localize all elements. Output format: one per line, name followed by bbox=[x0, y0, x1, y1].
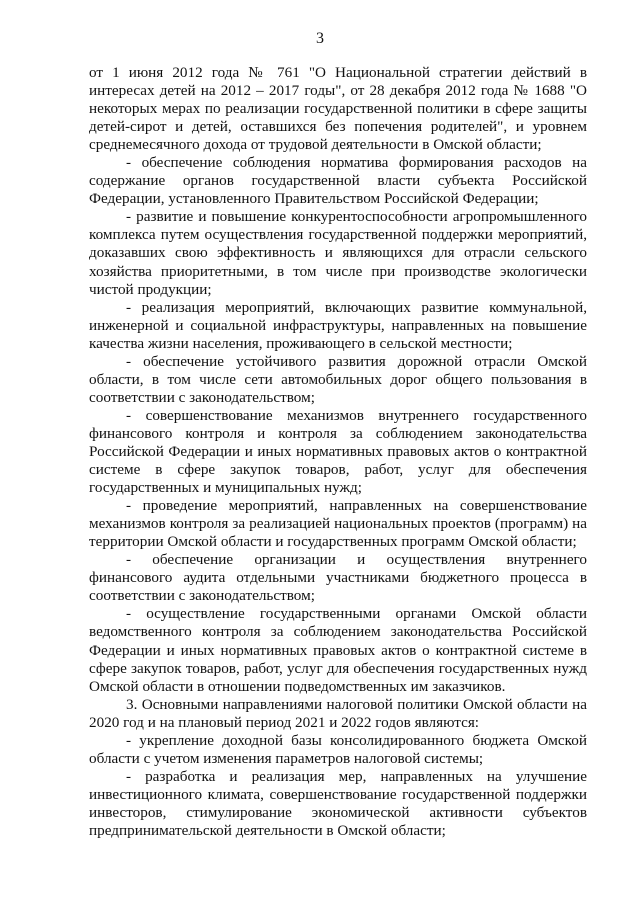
list-item-national-projects-control: - проведение мероприятий, направленных на совершенствование механизмов контроля за реализацией национальных проектов (программ) на территории Омской области и государственных программ Омской области; bbox=[89, 497, 587, 551]
list-item-admin-expense-norm: - обеспечение соблюдения норматива формирования расходов на содержание органов государственной власти субъекта Российской Федерации, установленного Правительством Российской Федерации; bbox=[89, 154, 587, 208]
list-item-revenue-base: - укрепление доходной базы консолидированного бюджета Омской области с учетом изменения параметров налоговой системы; bbox=[89, 731, 587, 767]
list-item-financial-control: - совершенствование механизмов внутреннего государственного финансового контроля и контроля за соблюдением законодательства Российской Федерации и иных нормативных правовых актов о контрактной системе в сфере закупок товаров, работ, услуг для обеспечения государственных и муниципальных нужд; bbox=[89, 406, 587, 497]
list-item-internal-audit: - обеспечение организации и осуществления внутреннего финансового аудита отдельными участниками бюджетного процесса в соответствии с законодательством; bbox=[89, 551, 587, 605]
list-item-rural-infrastructure: - реализация мероприятий, включающих развитие коммунальной, инженерной и социальной инфраструктуры, направленных на повышение качества жизни населения, проживающего в сельской местности; bbox=[89, 298, 587, 352]
list-item-agro-complex: - развитие и повышение конкурентоспособности агропромышленного комплекса путем осуществления государственной поддержки мероприятий, доказавших свою эффективность и являющихся для отрасли сельского хозяйства приоритетными, в том числе при производстве экологически чистой продукции; bbox=[89, 208, 587, 298]
paragraph-continuation: от 1 июня 2012 года № 761 "О Национальной стратегии действий в интересах детей на 2012 – 2017 годы", от 28 декабря 2012 года № 1688 "О некоторых мерах по реализации государственной политики в сфере защиты детей-сирот и детей, оставшихся без попечения родителей", и уровнем среднемесячного дохода от трудовой деятельности в Омской области; bbox=[89, 64, 587, 154]
list-item-road-sector: - обеспечение устойчивого развития дорожной отрасли Омской области, в том числе сети автомобильных дорог общего пользования в соответствии с законодательством; bbox=[89, 352, 587, 406]
list-item-investment-climate: - разработка и реализация мер, направленных на улучшение инвестиционного климата, совершенствование государственной поддержки инвесторов, стимулирование экономической активности субъектов предпринимательской деятельности в Омской области; bbox=[89, 767, 587, 839]
section-3-heading-paragraph: 3. Основными направлениями налоговой политики Омской области на 2020 год и на плановый период 2021 и 2022 годов являются: bbox=[89, 695, 587, 731]
page-number: 3 bbox=[316, 30, 324, 47]
document-body bbox=[89, 64, 587, 840]
list-item-departmental-control: - осуществление государственными органами Омской области ведомственного контроля за соблюдением законодательства Российской Федерации и иных нормативных правовых актов о контрактной системе в сфере закупок товаров, работ, услуг для обеспечения государственных нужд Омской области в отношении подведомственных им заказчиков. bbox=[89, 605, 587, 695]
